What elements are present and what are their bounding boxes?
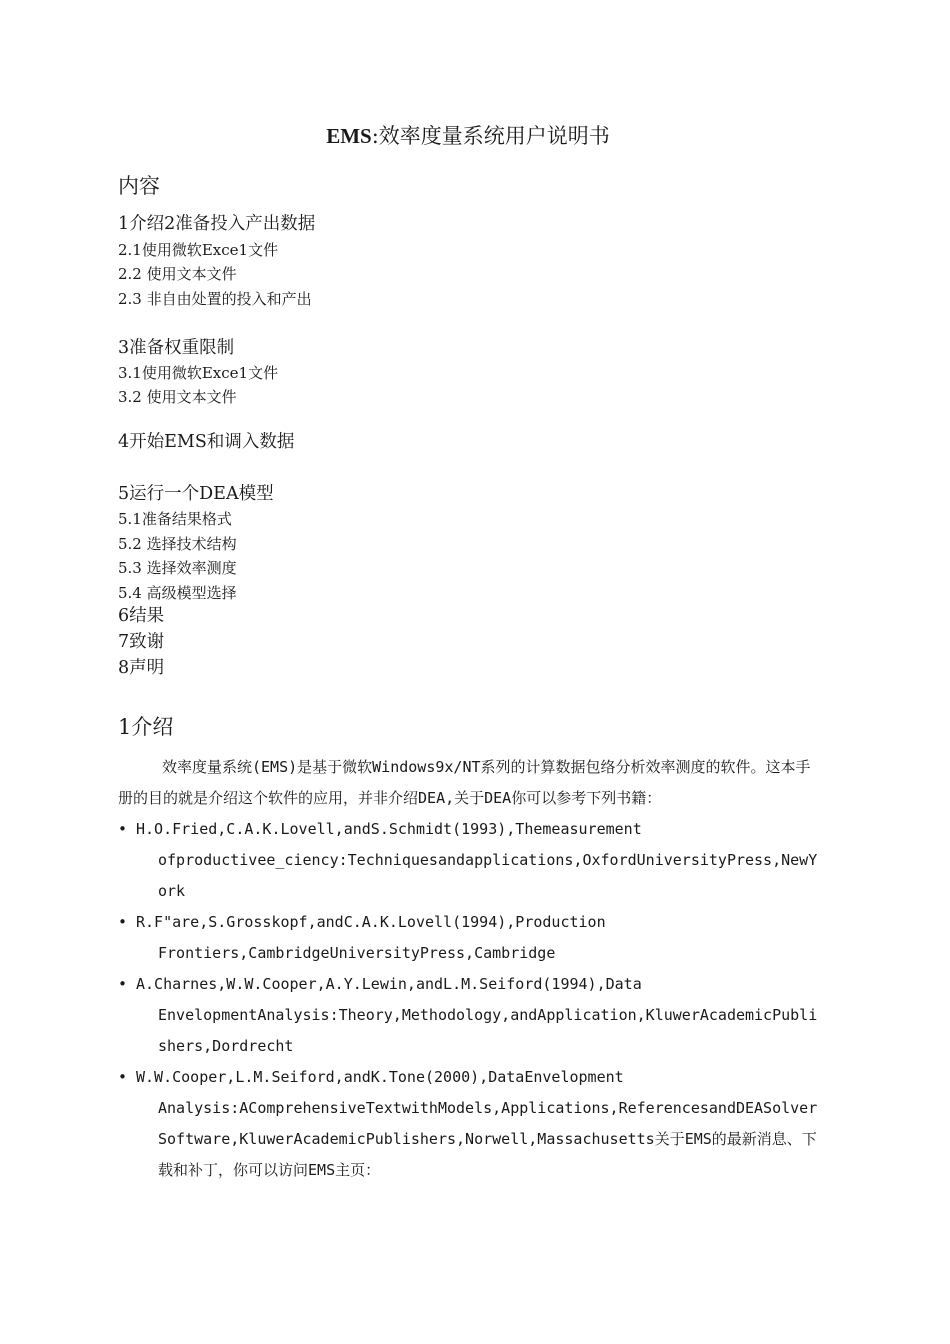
bullet-icon: •: [118, 975, 128, 993]
toc-subitem: 3.2 使用文本文件: [118, 388, 237, 406]
document-title-acronym: EMS: [326, 124, 372, 148]
toc-subitem: 5.4 高级模型选择: [118, 584, 237, 602]
bullet-icon: •: [118, 820, 128, 838]
toc-item: 8声明: [118, 658, 165, 678]
document-title: [118, 122, 818, 150]
toc-subitem: 2.2 使用文本文件: [118, 265, 237, 283]
toc-item: 6结果: [118, 606, 165, 626]
toc-subitem: 5.1准备结果格式: [118, 510, 232, 528]
bullet-icon: •: [118, 913, 128, 931]
reference-item: [118, 1062, 818, 1186]
section-heading-intro: 1介绍: [118, 715, 174, 739]
toc-subitem: 3.1使用微软Exce1文件: [118, 364, 279, 382]
reference-first-line: R.F"are,S.Grosskopf,andC.A.K.Lovell(1994),Production: [136, 913, 606, 931]
reference-item: [118, 907, 818, 969]
reference-continuation: Frontiers,CambridgeUniversityPress,Cambridge: [158, 944, 556, 962]
reference-first-line: W.W.Cooper,L.M.Seiford,andK.Tone(2000),DataEnvelopment: [136, 1068, 624, 1086]
toc-item: 1介绍2准备投入产出数据: [118, 214, 316, 234]
toc-subitem: 5.3 选择效率测度: [118, 559, 237, 577]
toc-subitem: 2.3 非自由处置的投入和产出: [118, 290, 312, 308]
toc-item: 7致谢: [118, 632, 165, 652]
toc-item: 4开始EMS和调入数据: [118, 432, 295, 452]
reference-first-line: H.O.Fried,C.A.K.Lovell,andS.Schmidt(1993),Themeasurement: [136, 820, 642, 838]
reference-first-line: A.Charnes,W.W.Cooper,A.Y.Lewin,andL.M.Seiford(1994),Data: [136, 975, 642, 993]
contents-heading: 内容: [118, 174, 160, 198]
intro-paragraph: 效率度量系统(EMS)是基于微软Windows9x/NT系列的计算数据包络分析效率测度的软件。这本手册的目的就是介绍这个软件的应用，并非介绍DEA,关于DEA你可以参考下列书籍：: [118, 758, 811, 807]
toc-item: 5运行一个DEA模型: [118, 484, 274, 504]
document-title-text: :效率度量系统用户说明书: [371, 124, 610, 148]
bullet-icon: •: [118, 1068, 128, 1086]
reference-item: [118, 969, 818, 1062]
intro-body: [118, 752, 818, 1186]
toc-subitem: 5.2 选择技术结构: [118, 535, 237, 553]
reference-continuation: EnvelopmentAnalysis:Theory,Methodology,andApplication,KluwerAcademicPublishers,Dordrecht: [158, 1006, 818, 1055]
reference-continuation: Analysis:AComprehensiveTextwithModels,Applications,ReferencesandDEASolverSoftware,KluwerAcademicPublishers,Norwell,Massachusetts关于EMS的最新消息、下载和补丁，你可以访问EMS主页：: [158, 1099, 818, 1179]
reference-item: [118, 814, 818, 907]
toc-item: 3准备权重限制: [118, 338, 235, 358]
toc-subitem: 2.1使用微软Exce1文件: [118, 241, 279, 259]
reference-continuation: ofproductivee_ciency:Techniquesandapplications,OxfordUniversityPress,NewYork: [158, 851, 818, 900]
